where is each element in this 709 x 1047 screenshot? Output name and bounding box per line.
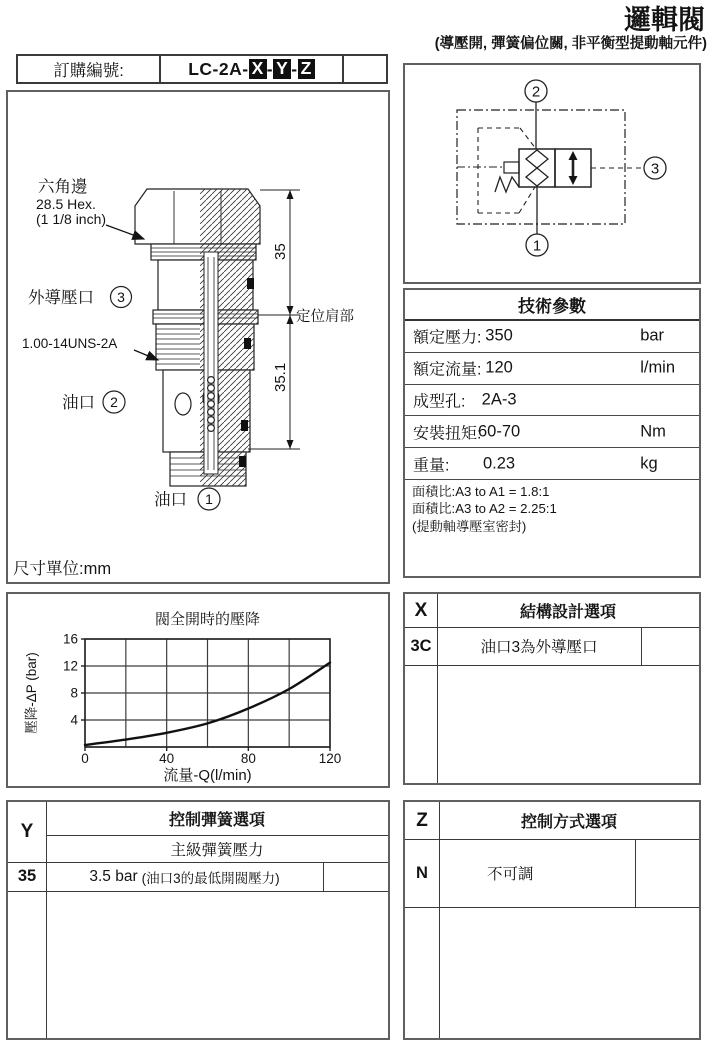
- order-number-table: [16, 54, 388, 84]
- chart-y-tick-label: 4: [70, 712, 78, 728]
- valve-drawing-panel: [6, 90, 390, 584]
- tech-row-pressure: [405, 321, 699, 353]
- pilot-lines: [478, 128, 644, 213]
- options-z-title: 控制方式選項: [520, 814, 617, 831]
- tech-unit: bar: [640, 326, 665, 345]
- order-code-y: Y: [273, 59, 291, 78]
- symbol-port-3-number: 3: [650, 160, 660, 178]
- tech-unit: kg: [640, 454, 658, 473]
- order-number-code: [161, 56, 344, 82]
- hex-callout-line3: (1 1/8 inch): [36, 211, 107, 227]
- chart-x-axis-label: 流量-Q(l/min): [163, 767, 252, 784]
- order-code-prefix: LC-2A-: [188, 58, 249, 79]
- options-z-row-desc: 不可調: [487, 866, 534, 883]
- pressure-drop-chart-panel: [6, 592, 390, 788]
- port-1-number: 1: [205, 491, 213, 507]
- order-code-dash: -: [266, 58, 274, 79]
- port-2-number: 2: [110, 394, 118, 410]
- symbol-port-1-number: 1: [532, 237, 542, 255]
- order-number-label: 訂購編號:: [18, 56, 161, 82]
- pressure-drop-chart: [8, 594, 388, 786]
- poppet-diamond-top: [526, 150, 548, 168]
- options-x-panel: [403, 592, 701, 785]
- options-z-panel: [403, 800, 701, 1040]
- options-x-row-desc: 油口3為外導壓口: [480, 639, 598, 656]
- options-y-row-code: 35: [17, 867, 37, 885]
- options-x-code: X: [414, 599, 428, 621]
- tech-value: 350: [485, 326, 513, 345]
- tech-row-weight: [405, 448, 699, 480]
- tech-row-torque: [405, 416, 699, 448]
- tech-value: 0.23: [483, 454, 516, 473]
- valve-body: [135, 189, 260, 486]
- spring-symbol: [495, 177, 519, 192]
- tech-value: 120: [485, 358, 513, 377]
- tech-params-panel: [403, 288, 701, 578]
- valve-drawing: [8, 92, 388, 582]
- tech-params-title: 技術參數: [405, 290, 699, 321]
- divider: [641, 627, 642, 665]
- port-2-label: 油口: [62, 394, 95, 412]
- tech-label: 額定壓力:: [413, 329, 482, 347]
- options-y-title: 控制彈簧選項: [168, 812, 265, 829]
- pilot-port-label: 外導壓口: [28, 289, 94, 307]
- shoulder-label: 定位肩部: [296, 309, 354, 325]
- symbol-boundary: [457, 110, 625, 224]
- tech-unit: l/min: [640, 358, 676, 377]
- tech-row-flow: [405, 353, 699, 385]
- tech-notes: [405, 480, 699, 535]
- pilot-piston: [504, 162, 519, 173]
- tech-note-area-ratio-2: 面積比:A3 to A2 = 2.25:1: [412, 501, 557, 517]
- options-y-row-desc: [46, 862, 323, 891]
- thread-spec-label: 1.00-14UNS-2A: [22, 336, 118, 351]
- chart-y-tick-label: 16: [62, 631, 78, 647]
- page-title: 邏輯閥: [624, 5, 705, 35]
- options-z-code: Z: [416, 809, 428, 831]
- tech-label: 成型孔:: [413, 393, 466, 411]
- options-y-subtitle: 主級彈簧壓力: [170, 841, 264, 859]
- spring-pressure-value: 3.5 bar: [89, 867, 138, 885]
- divider: [323, 862, 324, 891]
- order-code-x: X: [249, 59, 267, 78]
- port-3-number: 3: [117, 289, 125, 305]
- thread-callout-arrow: [134, 350, 158, 360]
- spring-coils: [208, 377, 215, 432]
- port-1-label: 油口: [154, 491, 187, 509]
- internal-bore: [204, 252, 218, 474]
- tech-label: 安裝扭矩:: [413, 425, 482, 443]
- chart-title: 閥全開時的壓降: [154, 611, 261, 628]
- poppet-diamond-bottom: [526, 168, 548, 186]
- symbol-port-2-number: 2: [531, 83, 541, 101]
- options-x-title: 結構設計選項: [519, 604, 616, 621]
- divider: [405, 665, 699, 666]
- divider: [635, 839, 636, 907]
- tech-label: 重量:: [413, 457, 450, 475]
- chart-x-tick-label: 80: [240, 751, 256, 766]
- options-z-row-code: N: [416, 863, 428, 882]
- options-x-row-code: 3C: [410, 636, 432, 655]
- tech-value: 2A-3: [481, 390, 517, 409]
- cross-hole: [175, 393, 191, 415]
- spring-pressure-note: (油口3的最低開閥壓力): [141, 870, 280, 886]
- chart-x-tick-label: 40: [159, 751, 175, 766]
- page-subtitle: (導壓開, 彈簧偏位關, 非平衡型提動軸元件): [434, 36, 707, 52]
- dim-35-label: 35: [272, 243, 289, 260]
- order-code-dash: -: [291, 58, 298, 79]
- chart-y-tick-label: 12: [62, 658, 78, 674]
- chart-y-axis-label: 壓降-ΔP (bar): [24, 652, 39, 734]
- hex-callout-line1: 六角邊: [38, 178, 88, 196]
- hydraulic-symbol: [405, 65, 699, 282]
- tech-note-seal: (提動軸導壓室密封): [412, 518, 527, 534]
- chart-y-tick-label: 8: [70, 685, 78, 701]
- divider: [8, 891, 388, 892]
- tech-unit: Nm: [640, 422, 666, 441]
- tech-value: 60-70: [477, 422, 521, 441]
- tech-label: 額定流量:: [413, 361, 482, 379]
- chart-x-tick-label: 0: [81, 751, 89, 766]
- order-code-z: Z: [298, 59, 315, 78]
- dimension-unit-note: 尺寸單位:mm: [13, 560, 112, 578]
- chart-x-tick-label: 120: [318, 751, 342, 766]
- options-y-panel: [6, 800, 390, 1040]
- hex-callout-line2: 28.5 Hex.: [36, 196, 96, 212]
- dim-35-1-label: 35.1: [272, 362, 289, 392]
- options-y-code: Y: [20, 821, 34, 842]
- divider: [405, 907, 699, 908]
- hydraulic-symbol-panel: [403, 63, 701, 284]
- order-number-empty-cell: [344, 56, 386, 82]
- tech-note-area-ratio-1: 面積比:A3 to A1 = 1.8:1: [412, 483, 550, 499]
- tech-row-cavity: [405, 385, 699, 417]
